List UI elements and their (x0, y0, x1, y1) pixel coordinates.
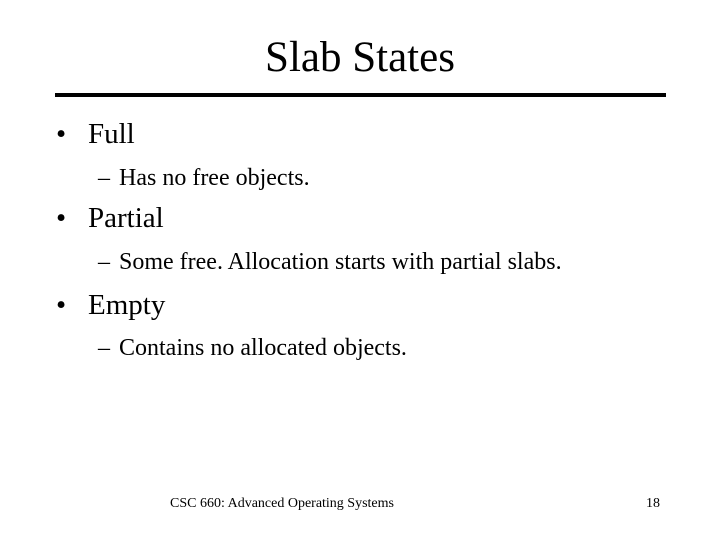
bullet-text: Empty (88, 289, 166, 321)
sub-bullet-text: Some free. Allocation starts with partial slabs. (119, 249, 562, 275)
sub-bullet-text: Has no free objects. (119, 165, 310, 191)
bullet-partial (56, 198, 164, 238)
bullet-full (56, 114, 135, 154)
sub-bullet-marker: – (98, 249, 110, 275)
sub-bullet-full (98, 161, 310, 195)
sub-bullet-marker: – (98, 165, 110, 191)
bullet-marker: • (56, 118, 67, 150)
page-number: 18 (646, 496, 660, 511)
footer-course: CSC 660: Advanced Operating Systems (170, 496, 394, 511)
sub-bullet-marker: – (98, 335, 110, 361)
bullet-text: Partial (88, 202, 164, 234)
bullet-empty (56, 285, 165, 325)
slide-title: Slab States (265, 34, 455, 81)
bullet-marker: • (56, 289, 67, 321)
bullet-marker: • (56, 202, 67, 234)
sub-bullet-empty (98, 331, 407, 365)
sub-bullet-text: Contains no allocated objects. (119, 335, 407, 361)
sub-bullet-partial (98, 245, 562, 279)
bullet-text: Full (88, 118, 135, 150)
title-underline (55, 93, 666, 97)
